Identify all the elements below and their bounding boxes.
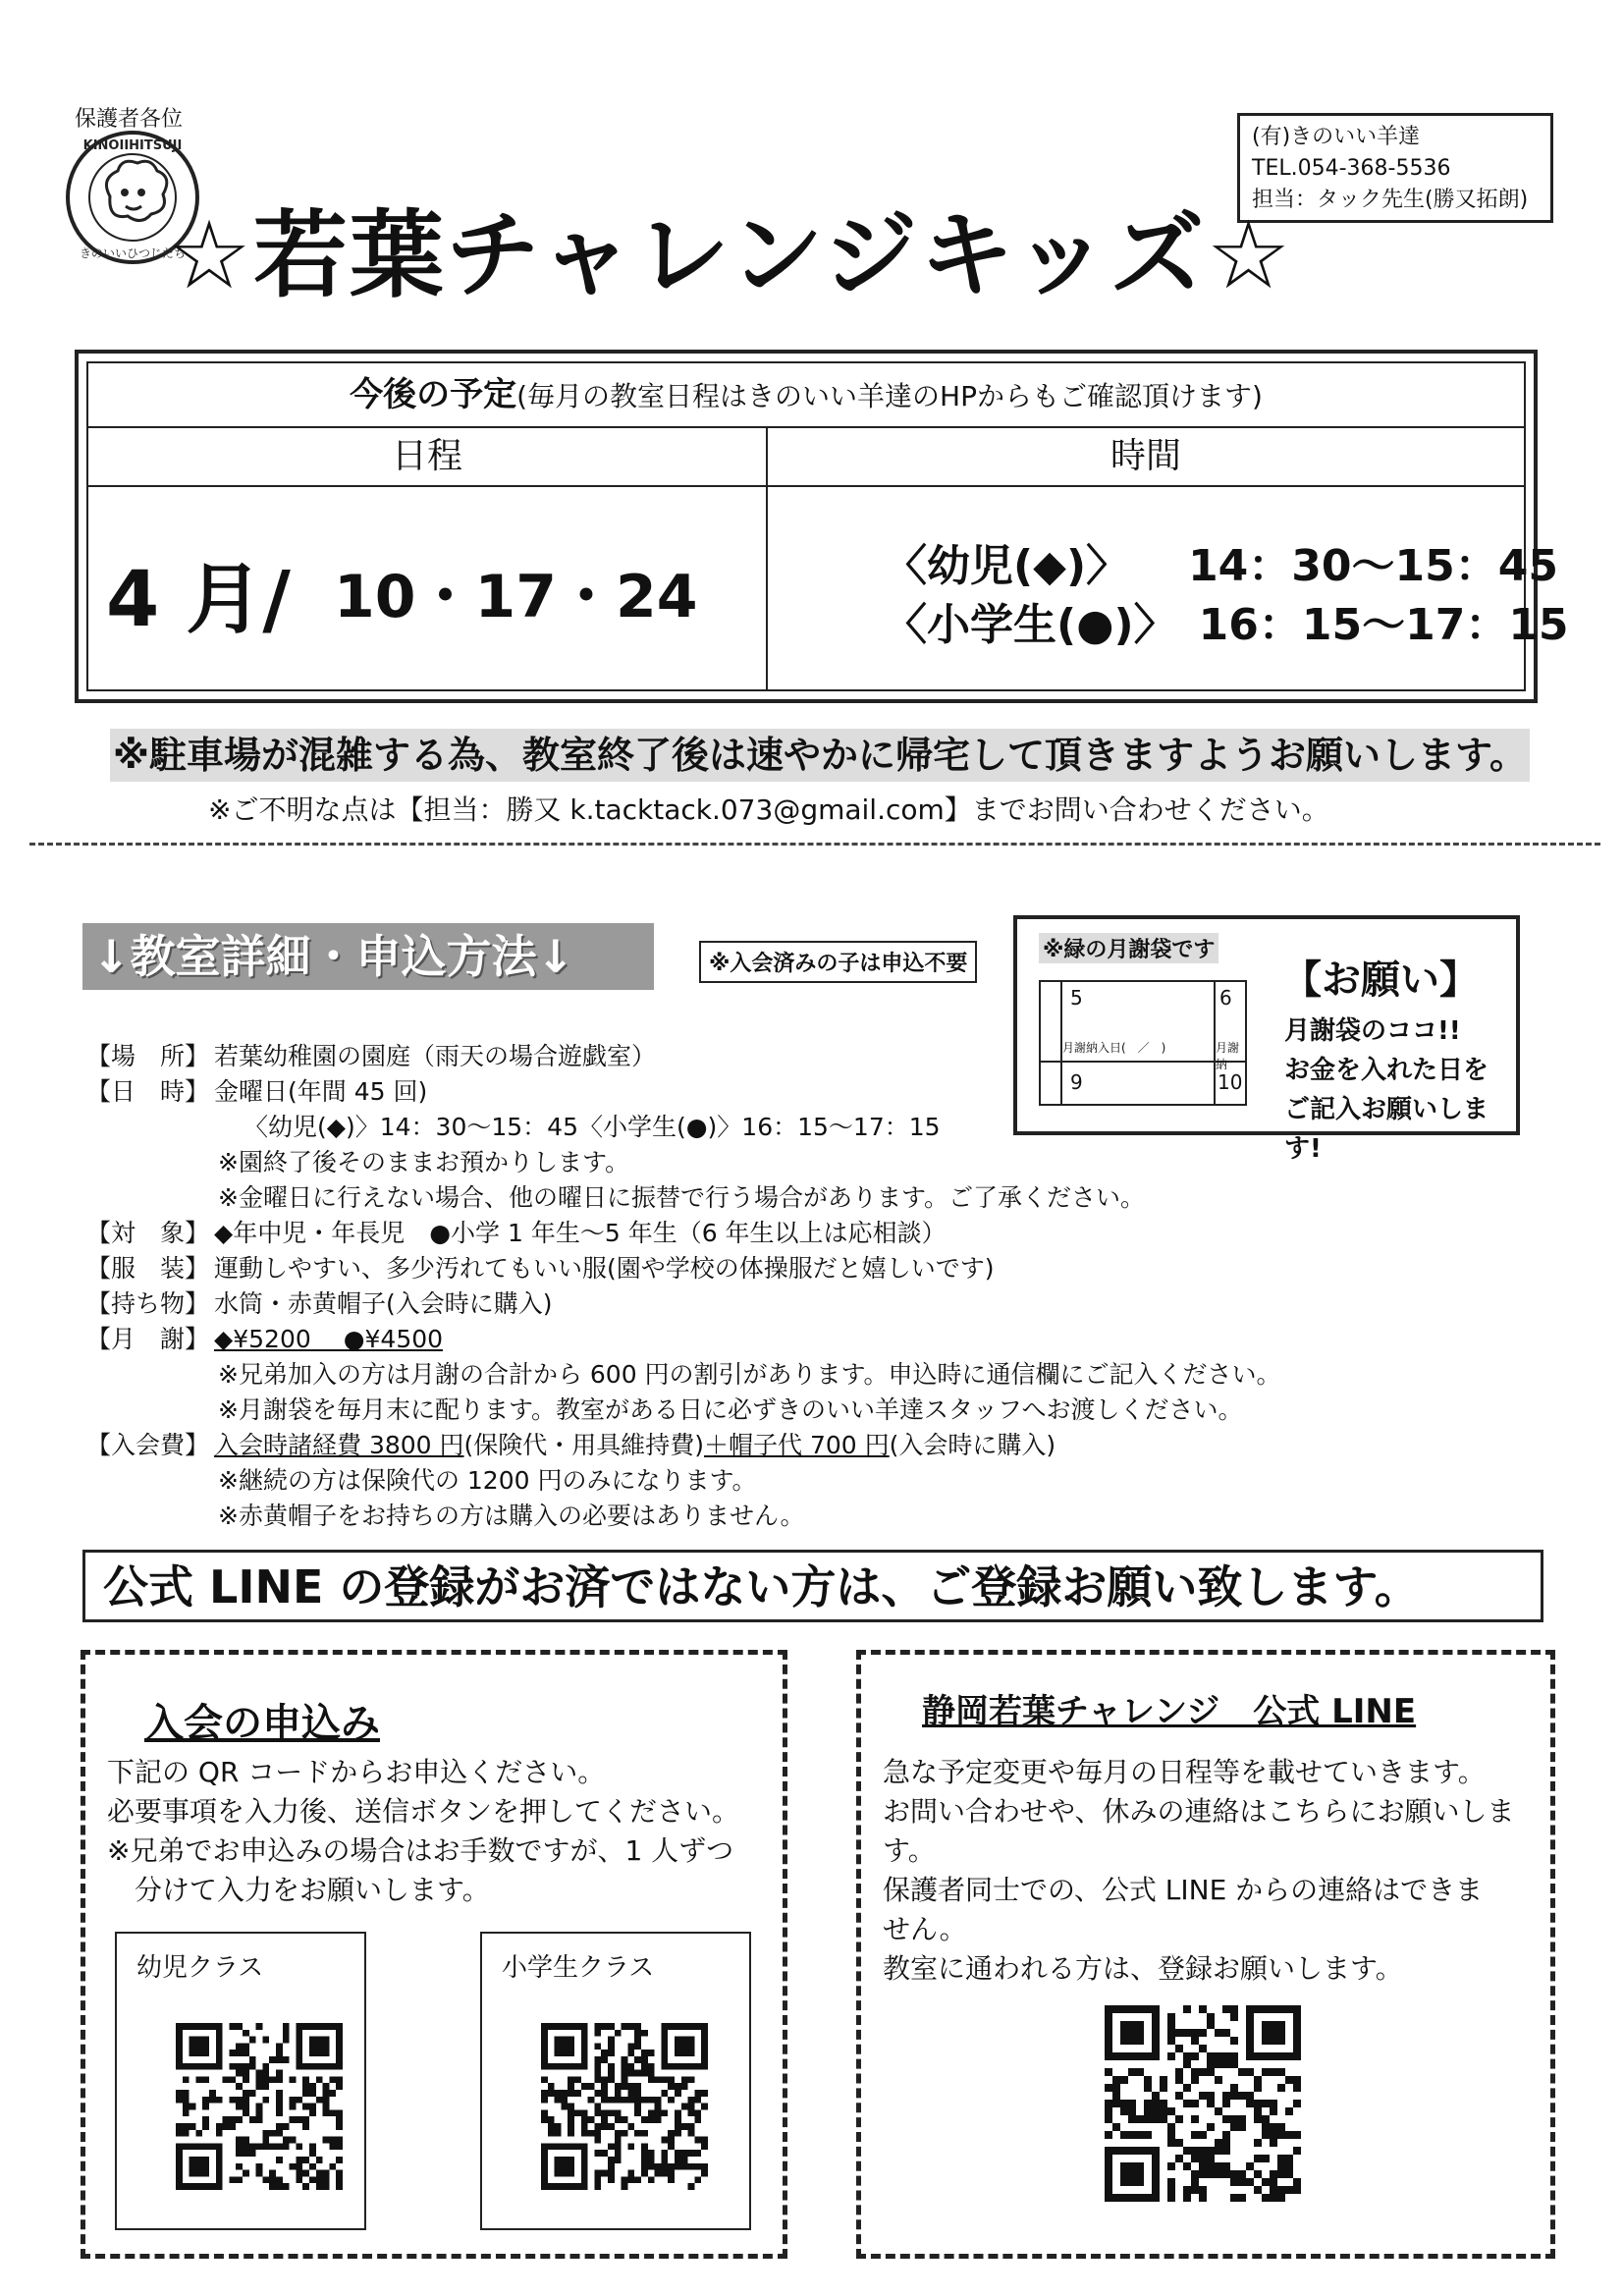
- entry-note: ※赤黄帽子をお持ちの方は購入の必要はありません。: [218, 1502, 805, 1530]
- place-label: 【場 所】: [86, 1042, 210, 1070]
- hat-fee: ＋帽子代 700 円: [704, 1431, 890, 1459]
- parking-warning: ※駐車場が混雑する為、教室終了後は速やかに帰宅して頂きますようお願いします。: [110, 729, 1530, 782]
- line-register-banner: 公式 LINE の登録がお済ではない方は、ご登録お願い致します。: [82, 1550, 1543, 1622]
- entry-note: ※継続の方は保険代の 1200 円のみになります。: [218, 1466, 757, 1495]
- fee-note: ※兄弟加入の方は月謝の合計から 600 円の割引があります。申込時に通信欄にご記入ください。: [218, 1360, 1281, 1389]
- svg-text:KINOIIHITSUJI: KINOIIHITSUJI: [82, 138, 183, 153]
- qr-label: 小学生クラス: [502, 1953, 655, 1983]
- date-label: 【日 時】: [86, 1077, 210, 1106]
- official-line-text: 保護者同士での、公式 LINE からの連絡はできま: [883, 1874, 1484, 1906]
- qr-code-elementary[interactable]: [541, 2018, 708, 2195]
- schedule-month: 4 月/: [106, 556, 291, 644]
- pouch-line: ご記入お願いします!: [1284, 1095, 1489, 1164]
- time-row-value: 14：30〜15：45: [1188, 541, 1558, 591]
- qr-code-infant[interactable]: [176, 2018, 343, 2195]
- target-text: ◆年中児・年長児 ●小学 1 年生〜5 年生（6 年生以上は応相談）: [214, 1219, 947, 1247]
- time-row-elementary: [884, 589, 1569, 652]
- official-line-text: す。: [883, 1834, 936, 1867]
- pouch-label: ※緑の月謝袋です: [1039, 933, 1218, 963]
- time-row-label: 〈幼児(◆)〉: [884, 541, 1130, 591]
- pouch-cell: 9: [1070, 1070, 1083, 1094]
- pouch-cell: 6: [1219, 986, 1232, 1010]
- inquiry-note: ※ご不明な点は【担当：勝又 k.tacktack.073@gmail.com】までお問い合わせください。: [208, 793, 1329, 826]
- schedule-heading: [88, 363, 1524, 428]
- contact-tel: TEL.054-368-5536: [1252, 156, 1451, 181]
- time-row-value: 16：15〜17：15: [1198, 600, 1569, 650]
- apply-line: 下記の QR コードからお申込ください。: [107, 1756, 606, 1788]
- items-text: 水筒・赤黄帽子(入会時に購入): [214, 1289, 553, 1318]
- clothes-label: 【服 装】: [86, 1254, 210, 1283]
- details-list: [0, 1039, 1624, 1530]
- svg-text:きのいいひつじたち: きのいいひつじたち: [79, 246, 187, 260]
- apply-box: [81, 1650, 787, 2259]
- column-time: 時間: [768, 428, 1524, 487]
- entry-fee: 入会時諸経費 3800 円: [214, 1431, 464, 1459]
- time-row-infant: [884, 530, 1558, 593]
- apply-line: ※兄弟でお申込みの場合はお手数ですが、1 人ずつ: [107, 1834, 734, 1867]
- contact-company: (有)きのいい羊達: [1252, 125, 1421, 149]
- pouch-cell: 10: [1218, 1070, 1243, 1094]
- fee-text: ◆¥5200 ●¥4500: [214, 1325, 444, 1353]
- items-label: 【持ち物】: [86, 1289, 210, 1318]
- date-note: ※園終了後そのままお預かりします。: [218, 1148, 629, 1176]
- cut-line: [29, 843, 1600, 846]
- entry-fee-note: (保険代・用具維持費): [463, 1431, 705, 1459]
- schedule-heading-note: (毎月の教室日程はきのいい羊達のHPからもご確認頂けます): [516, 380, 1263, 412]
- apply-line: 分けて入力をお願いします。: [135, 1874, 490, 1906]
- date-time-text: 〈幼児(◆)〉14：30〜15：45〈小学生(●)〉16：15〜17：15: [244, 1113, 941, 1141]
- pouch-line: お金を入れた日を: [1284, 1056, 1489, 1085]
- schedule-table: [75, 350, 1569, 703]
- pouch-line: 月謝袋のココ!!: [1284, 1016, 1461, 1046]
- entry-label: 【入会費】: [86, 1431, 210, 1459]
- page-title: ☆若葉チャレンジキッズ☆: [167, 200, 1293, 310]
- official-line-box: [856, 1650, 1555, 2259]
- schedule-heading-title: 今後の予定: [350, 375, 517, 414]
- official-line-text: お問い合わせや、休みの連絡はこちらにお願いしま: [883, 1795, 1515, 1828]
- column-date: 日程: [88, 428, 766, 487]
- schedule-days: 10・17・24: [334, 563, 698, 631]
- fee-label: 【月 謝】: [86, 1325, 210, 1353]
- qr-code-official-line[interactable]: [1105, 2000, 1301, 2207]
- section-title: ↓教室詳細・申込方法↓: [82, 923, 654, 990]
- date-text: 金曜日(年間 45 回): [214, 1077, 428, 1106]
- fee-note: ※月謝袋を毎月末に配ります。教室がある日に必ずきのいい羊達スタッフへお渡しください。: [218, 1395, 1243, 1424]
- official-line-title: 静岡若葉チャレンジ 公式 LINE: [922, 1692, 1417, 1731]
- hat-fee-note: (入会時に購入): [889, 1431, 1056, 1459]
- time-row-label: 〈小学生(●)〉: [884, 600, 1177, 650]
- pouch-heading: 【お願い】: [1282, 957, 1479, 1003]
- official-line-text: 急な予定変更や毎月の日程等を載せていきます。: [883, 1756, 1486, 1788]
- pouch-cell: 月謝納: [1216, 1041, 1240, 1071]
- pouch-cell: 5: [1070, 986, 1083, 1010]
- recipient-label: 保護者各位: [75, 107, 184, 132]
- official-line-text: せん。: [883, 1913, 967, 1945]
- target-label: 【対 象】: [86, 1219, 210, 1247]
- place-text: 若葉幼稚園の園庭（雨天の場合遊戯室）: [214, 1042, 657, 1070]
- member-note: ※入会済みの子は申込不要: [699, 941, 977, 983]
- official-line-text: 教室に通われる方は、登録お願いします。: [883, 1952, 1403, 1985]
- apply-line: 必要事項を入力後、送信ボタンを押してください。: [107, 1795, 740, 1828]
- qr-panel-infant: [115, 1932, 366, 2230]
- clothes-text: 運動しやすい、多少汚れてもいい服(園や学校の体操服だと嬉しいです): [214, 1254, 995, 1283]
- qr-label: 幼児クラス: [136, 1953, 264, 1983]
- pouch-cell: 月謝納入日( ／ ): [1062, 1041, 1166, 1055]
- qr-panel-elementary: [480, 1932, 751, 2230]
- apply-title: 入会の申込み: [144, 1701, 380, 1746]
- entry-text: [214, 1428, 1056, 1463]
- date-note: ※金曜日に行えない場合、他の曜日に振替で行う場合があります。ご了承ください。: [218, 1183, 1145, 1212]
- contact-person: 担当：タック先生(勝又拓朗): [1252, 188, 1529, 212]
